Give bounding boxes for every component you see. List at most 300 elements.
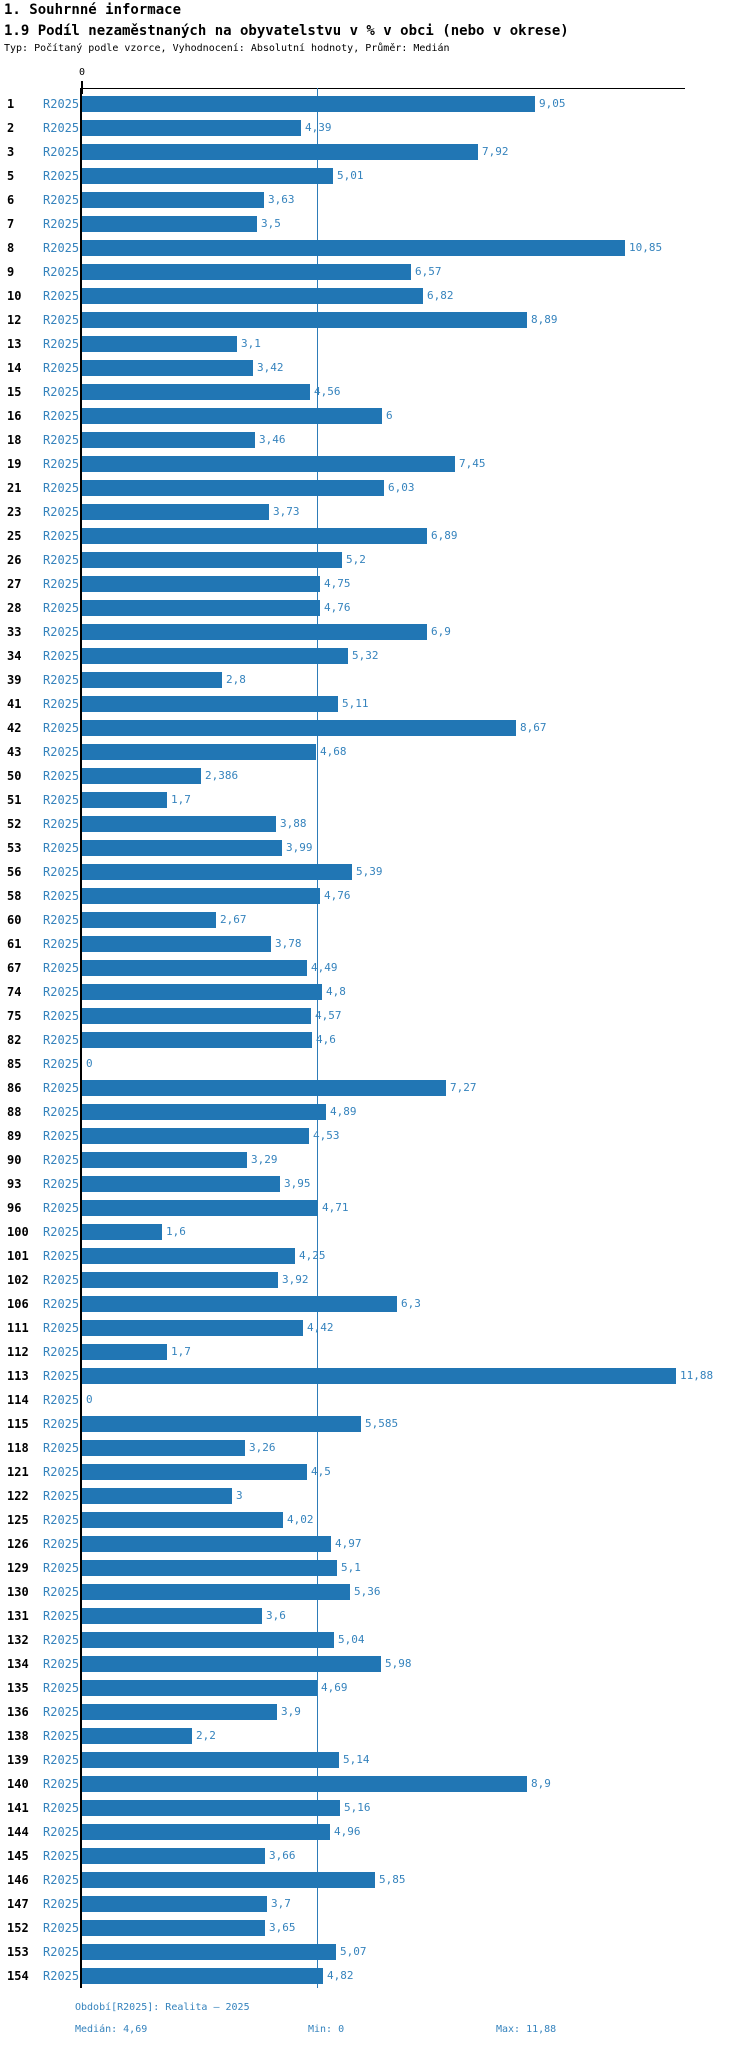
chart-row xyxy=(0,1316,750,1340)
value-label: 4,53 xyxy=(313,1129,340,1142)
row-number: 75 xyxy=(7,1009,22,1023)
value-label: 7,92 xyxy=(482,145,509,158)
chart-row xyxy=(0,1964,750,1988)
chart-row xyxy=(0,1076,750,1100)
value-label: 6,57 xyxy=(415,265,442,278)
series-label: R2025 xyxy=(43,1441,80,1455)
value-label: 3,26 xyxy=(249,1441,276,1454)
chart-row xyxy=(0,188,750,212)
chart-row xyxy=(0,980,750,1004)
row-number: 23 xyxy=(7,505,22,519)
series-label: R2025 xyxy=(43,1081,80,1095)
chart-row xyxy=(0,1340,750,1364)
chart-row xyxy=(0,716,750,740)
row-number: 135 xyxy=(7,1681,29,1695)
chart-row xyxy=(0,476,750,500)
value-bar xyxy=(82,360,253,376)
value-label: 3,6 xyxy=(266,1609,286,1622)
series-label: R2025 xyxy=(43,361,80,375)
row-number: 154 xyxy=(7,1969,29,1983)
value-bar xyxy=(82,936,271,952)
series-label: R2025 xyxy=(43,1561,80,1575)
value-bar xyxy=(82,1632,334,1648)
series-label: R2025 xyxy=(43,1273,80,1287)
value-bar xyxy=(82,120,301,136)
row-number: 113 xyxy=(7,1369,29,1383)
value-bar xyxy=(82,1776,527,1792)
series-label: R2025 xyxy=(43,1537,80,1551)
chart-row xyxy=(0,212,750,236)
row-number: 96 xyxy=(7,1201,22,1215)
row-number: 9 xyxy=(7,265,15,279)
chart-row xyxy=(0,1580,750,1604)
section-title: 1. Souhrnné informace xyxy=(4,2,182,18)
series-label: R2025 xyxy=(43,1177,80,1191)
value-label: 5,01 xyxy=(337,169,364,182)
row-number: 129 xyxy=(7,1561,29,1575)
row-number: 139 xyxy=(7,1753,29,1767)
row-number: 152 xyxy=(7,1921,29,1935)
value-bar xyxy=(82,1680,317,1696)
value-label: 11,88 xyxy=(680,1369,714,1382)
value-bar xyxy=(82,696,338,712)
value-label: 3,46 xyxy=(259,433,286,446)
chart-row xyxy=(0,1412,750,1436)
series-label: R2025 xyxy=(43,745,80,759)
value-bar xyxy=(82,1368,676,1384)
row-number: 21 xyxy=(7,481,22,495)
value-label: 6 xyxy=(386,409,393,422)
row-number: 146 xyxy=(7,1873,29,1887)
row-number: 100 xyxy=(7,1225,29,1239)
value-bar xyxy=(82,1320,303,1336)
value-label: 3,63 xyxy=(268,193,295,206)
value-label: 4,02 xyxy=(287,1513,314,1526)
row-number: 52 xyxy=(7,817,22,831)
chart-row xyxy=(0,1820,750,1844)
value-label: 4,5 xyxy=(311,1465,331,1478)
series-label: R2025 xyxy=(43,1585,80,1599)
value-bar xyxy=(82,1728,192,1744)
axis-zero-tick-label: 0 xyxy=(78,67,86,78)
series-label: R2025 xyxy=(43,1609,80,1623)
chart-row xyxy=(0,1196,750,1220)
series-label: R2025 xyxy=(43,793,80,807)
value-label: 8,67 xyxy=(520,721,547,734)
row-number: 122 xyxy=(7,1489,29,1503)
value-bar xyxy=(82,408,382,424)
chart-row xyxy=(0,1892,750,1916)
value-bar xyxy=(82,432,255,448)
series-label: R2025 xyxy=(43,121,80,135)
row-number: 25 xyxy=(7,529,22,543)
chart-row xyxy=(0,1844,750,1868)
value-bar xyxy=(82,1488,232,1504)
series-label: R2025 xyxy=(43,985,80,999)
chart-row xyxy=(0,1604,750,1628)
series-label: R2025 xyxy=(43,289,80,303)
value-bar xyxy=(82,624,427,640)
series-label: R2025 xyxy=(43,1825,80,1839)
row-number: 19 xyxy=(7,457,22,471)
series-label: R2025 xyxy=(43,1417,80,1431)
value-bar xyxy=(82,336,237,352)
chart-row xyxy=(0,1220,750,1244)
row-number: 114 xyxy=(7,1393,29,1407)
value-label: 4,56 xyxy=(314,385,341,398)
chart-row xyxy=(0,308,750,332)
row-number: 42 xyxy=(7,721,22,735)
value-label: 3,29 xyxy=(251,1153,278,1166)
row-number: 43 xyxy=(7,745,22,759)
value-label: 3,92 xyxy=(282,1273,309,1286)
chart-row xyxy=(0,1532,750,1556)
value-label: 1,6 xyxy=(166,1225,186,1238)
value-bar xyxy=(82,960,307,976)
chart-row xyxy=(0,1292,750,1316)
chart-row xyxy=(0,92,750,116)
value-label: 3,42 xyxy=(257,361,284,374)
series-label: R2025 xyxy=(43,601,80,615)
chart-row xyxy=(0,404,750,428)
chart-row xyxy=(0,620,750,644)
chart-row xyxy=(0,380,750,404)
row-number: 125 xyxy=(7,1513,29,1527)
chart-row xyxy=(0,1916,750,1940)
series-label: R2025 xyxy=(43,1465,80,1479)
row-number: 56 xyxy=(7,865,22,879)
chart-row xyxy=(0,1724,750,1748)
value-bar xyxy=(82,192,264,208)
value-label: 8,9 xyxy=(531,1777,551,1790)
row-number: 16 xyxy=(7,409,22,423)
row-number: 28 xyxy=(7,601,22,615)
row-number: 12 xyxy=(7,313,22,327)
series-label: R2025 xyxy=(43,1873,80,1887)
row-number: 132 xyxy=(7,1633,29,1647)
value-bar xyxy=(82,96,535,112)
chart-row xyxy=(0,356,750,380)
row-number: 85 xyxy=(7,1057,22,1071)
value-label: 4,57 xyxy=(315,1009,342,1022)
value-bar xyxy=(82,1008,311,1024)
value-label: 5,04 xyxy=(338,1633,365,1646)
row-number: 106 xyxy=(7,1297,29,1311)
series-label: R2025 xyxy=(43,721,80,735)
chart-row xyxy=(0,1796,750,1820)
series-label: R2025 xyxy=(43,1921,80,1935)
row-number: 115 xyxy=(7,1417,29,1431)
series-label: R2025 xyxy=(43,241,80,255)
series-label: R2025 xyxy=(43,1201,80,1215)
value-label: 5,585 xyxy=(365,1417,399,1430)
series-label: R2025 xyxy=(43,1705,80,1719)
value-bar xyxy=(82,264,411,280)
value-label: 2,67 xyxy=(220,913,247,926)
chart-row xyxy=(0,860,750,884)
value-bar xyxy=(82,864,352,880)
value-label: 7,27 xyxy=(450,1081,477,1094)
series-label: R2025 xyxy=(43,1753,80,1767)
series-label: R2025 xyxy=(43,1801,80,1815)
value-bar xyxy=(82,1416,361,1432)
value-label: 5,16 xyxy=(344,1801,371,1814)
value-label: 3,7 xyxy=(271,1897,291,1910)
value-bar xyxy=(82,1512,283,1528)
series-label: R2025 xyxy=(43,1729,80,1743)
row-number: 121 xyxy=(7,1465,29,1479)
value-label: 3,5 xyxy=(261,217,281,230)
row-number: 7 xyxy=(7,217,15,231)
value-bar xyxy=(82,528,427,544)
value-label: 4,96 xyxy=(334,1825,361,1838)
chart-row xyxy=(0,1628,750,1652)
chart-row xyxy=(0,500,750,524)
series-label: R2025 xyxy=(43,1513,80,1527)
value-bar xyxy=(82,1104,326,1120)
value-label: 5,07 xyxy=(340,1945,367,1958)
value-bar xyxy=(82,888,320,904)
row-number: 34 xyxy=(7,649,22,663)
row-number: 118 xyxy=(7,1441,29,1455)
series-label: R2025 xyxy=(43,505,80,519)
series-label: R2025 xyxy=(43,1777,80,1791)
row-number: 136 xyxy=(7,1705,29,1719)
value-label: 5,85 xyxy=(379,1873,406,1886)
series-label: R2025 xyxy=(43,1057,80,1071)
value-label: 5,39 xyxy=(356,865,383,878)
chart-row xyxy=(0,572,750,596)
row-number: 26 xyxy=(7,553,22,567)
chart-row xyxy=(0,1100,750,1124)
row-number: 141 xyxy=(7,1801,29,1815)
series-label: R2025 xyxy=(43,1297,80,1311)
value-bar xyxy=(82,1440,245,1456)
footer-max: Max: 11,88 xyxy=(496,2024,557,2035)
axis-top-line xyxy=(82,88,685,89)
row-number: 82 xyxy=(7,1033,22,1047)
value-bar xyxy=(82,216,257,232)
value-label: 3,95 xyxy=(284,1177,311,1190)
value-bar xyxy=(82,1272,278,1288)
chart-row xyxy=(0,836,750,860)
row-number: 41 xyxy=(7,697,22,711)
value-label: 5,2 xyxy=(346,553,366,566)
value-bar xyxy=(82,288,423,304)
row-number: 15 xyxy=(7,385,22,399)
value-label: 3,88 xyxy=(280,817,307,830)
value-bar xyxy=(82,1608,262,1624)
row-number: 3 xyxy=(7,145,15,159)
chart-row xyxy=(0,596,750,620)
series-label: R2025 xyxy=(43,1345,80,1359)
value-bar xyxy=(82,240,625,256)
row-number: 89 xyxy=(7,1129,22,1143)
value-bar xyxy=(82,480,384,496)
row-number: 61 xyxy=(7,937,22,951)
row-number: 2 xyxy=(7,121,15,135)
chart-row xyxy=(0,1748,750,1772)
series-label: R2025 xyxy=(43,913,80,927)
series-label: R2025 xyxy=(43,265,80,279)
value-label: 3,1 xyxy=(241,337,261,350)
value-label: 5,11 xyxy=(342,697,369,710)
value-bar xyxy=(82,1536,331,1552)
value-bar xyxy=(82,792,167,808)
chart-title: 1.9 Podíl nezaměstnaných na obyvatelstvu v % v obci (nebo v okrese) xyxy=(4,23,569,39)
value-label: 3,65 xyxy=(269,1921,296,1934)
row-number: 140 xyxy=(7,1777,29,1791)
row-number: 39 xyxy=(7,673,22,687)
row-number: 88 xyxy=(7,1105,22,1119)
value-bar xyxy=(82,912,216,928)
chart-row xyxy=(0,644,750,668)
value-bar xyxy=(82,1560,337,1576)
series-label: R2025 xyxy=(43,169,80,183)
series-label: R2025 xyxy=(43,1657,80,1671)
chart-row xyxy=(0,1940,750,1964)
chart-row xyxy=(0,1436,750,1460)
value-bar xyxy=(82,384,310,400)
series-label: R2025 xyxy=(43,1033,80,1047)
row-number: 53 xyxy=(7,841,22,855)
series-label: R2025 xyxy=(43,961,80,975)
series-label: R2025 xyxy=(43,529,80,543)
chart-row xyxy=(0,260,750,284)
value-label: 1,7 xyxy=(171,1345,191,1358)
series-label: R2025 xyxy=(43,1897,80,1911)
value-label: 3,9 xyxy=(281,1705,301,1718)
value-label: 4,69 xyxy=(321,1681,348,1694)
value-bar xyxy=(82,1824,330,1840)
row-number: 131 xyxy=(7,1609,29,1623)
series-label: R2025 xyxy=(43,553,80,567)
row-number: 27 xyxy=(7,577,22,591)
value-bar xyxy=(82,816,276,832)
value-bar xyxy=(82,672,222,688)
row-number: 112 xyxy=(7,1345,29,1359)
row-number: 147 xyxy=(7,1897,29,1911)
value-bar xyxy=(82,1152,247,1168)
value-bar xyxy=(82,1920,265,1936)
value-label: 0 xyxy=(86,1057,93,1070)
value-label: 4,25 xyxy=(299,1249,326,1262)
series-label: R2025 xyxy=(43,433,80,447)
value-bar xyxy=(82,1848,265,1864)
row-number: 86 xyxy=(7,1081,22,1095)
value-bar xyxy=(82,1584,350,1600)
value-label: 2,8 xyxy=(226,673,246,686)
value-bar xyxy=(82,1752,339,1768)
series-label: R2025 xyxy=(43,193,80,207)
chart-row xyxy=(0,1484,750,1508)
value-label: 0 xyxy=(86,1393,93,1406)
chart-row xyxy=(0,1508,750,1532)
series-label: R2025 xyxy=(43,481,80,495)
series-label: R2025 xyxy=(43,337,80,351)
value-label: 4,49 xyxy=(311,961,338,974)
series-label: R2025 xyxy=(43,1681,80,1695)
chart-row xyxy=(0,332,750,356)
chart-row xyxy=(0,884,750,908)
value-label: 10,85 xyxy=(629,241,663,254)
value-label: 5,98 xyxy=(385,1657,412,1670)
value-label: 4,42 xyxy=(307,1321,334,1334)
series-label: R2025 xyxy=(43,1393,80,1407)
chart-row xyxy=(0,1460,750,1484)
chart-row xyxy=(0,140,750,164)
value-label: 3,66 xyxy=(269,1849,296,1862)
chart-row xyxy=(0,1556,750,1580)
row-number: 50 xyxy=(7,769,22,783)
value-label: 5,1 xyxy=(341,1561,361,1574)
series-label: R2025 xyxy=(43,313,80,327)
value-bar xyxy=(82,768,201,784)
series-label: R2025 xyxy=(43,1633,80,1647)
value-label: 4,68 xyxy=(320,745,347,758)
value-bar xyxy=(82,1944,336,1960)
series-label: R2025 xyxy=(43,1249,80,1263)
value-label: 4,8 xyxy=(326,985,346,998)
value-bar xyxy=(82,552,342,568)
value-label: 6,89 xyxy=(431,529,458,542)
value-bar xyxy=(82,1248,295,1264)
row-number: 130 xyxy=(7,1585,29,1599)
chart-row xyxy=(0,548,750,572)
value-label: 8,89 xyxy=(531,313,558,326)
row-number: 8 xyxy=(7,241,15,255)
row-number: 126 xyxy=(7,1537,29,1551)
series-label: R2025 xyxy=(43,97,80,111)
value-label: 3 xyxy=(236,1489,243,1502)
series-label: R2025 xyxy=(43,385,80,399)
value-label: 5,32 xyxy=(352,649,379,662)
value-label: 6,82 xyxy=(427,289,454,302)
value-bar xyxy=(82,1800,340,1816)
value-label: 6,3 xyxy=(401,1297,421,1310)
row-number: 58 xyxy=(7,889,22,903)
series-label: R2025 xyxy=(43,817,80,831)
chart-row xyxy=(0,764,750,788)
series-label: R2025 xyxy=(43,457,80,471)
series-label: R2025 xyxy=(43,1849,80,1863)
footer-period: Období[R2025]: Realita – 2025 xyxy=(75,2002,250,2013)
chart-row xyxy=(0,788,750,812)
series-label: R2025 xyxy=(43,1105,80,1119)
footer-min: Min: 0 xyxy=(308,2024,345,2035)
value-label: 4,71 xyxy=(322,1201,349,1214)
series-label: R2025 xyxy=(43,673,80,687)
chart-meta-line: Typ: Počítaný podle vzorce, Vyhodnocení: Absolutní hodnoty, Průměr: Medián xyxy=(4,43,450,54)
value-bar xyxy=(82,648,348,664)
row-number: 144 xyxy=(7,1825,29,1839)
chart-row xyxy=(0,740,750,764)
row-number: 67 xyxy=(7,961,22,975)
chart-row xyxy=(0,1124,750,1148)
value-bar xyxy=(82,840,282,856)
row-number: 18 xyxy=(7,433,22,447)
series-label: R2025 xyxy=(43,937,80,951)
chart-row xyxy=(0,668,750,692)
value-bar xyxy=(82,984,322,1000)
value-label: 6,9 xyxy=(431,625,451,638)
series-label: R2025 xyxy=(43,889,80,903)
value-bar xyxy=(82,1080,446,1096)
chart-row xyxy=(0,1388,750,1412)
series-label: R2025 xyxy=(43,1969,80,1983)
chart-row xyxy=(0,1244,750,1268)
value-label: 4,76 xyxy=(324,601,351,614)
